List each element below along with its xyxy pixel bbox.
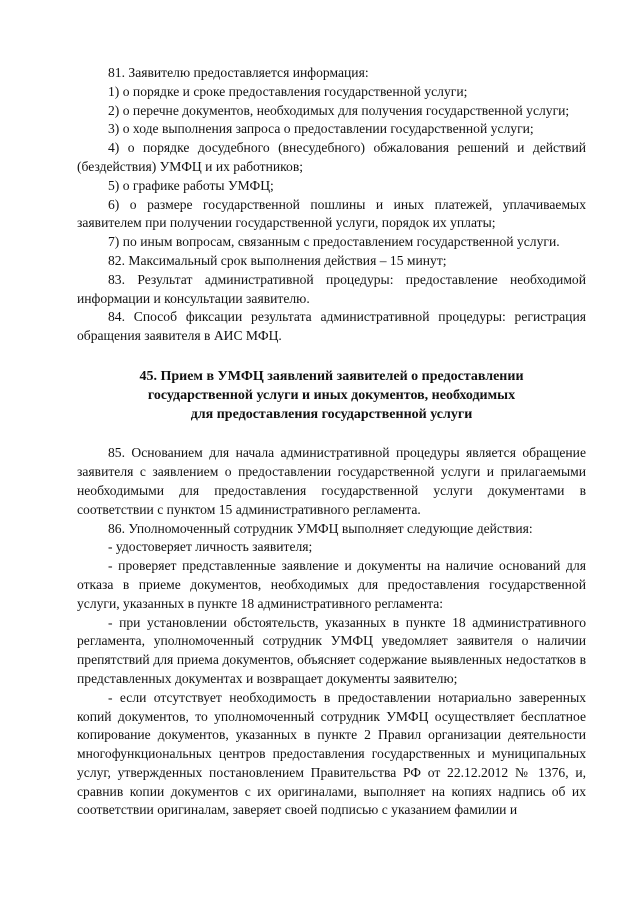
bottom-paragraphs bbox=[77, 444, 586, 820]
paragraph-81-item-7: 7) по иным вопросам, связанным с предоставлением государственной услуги. bbox=[108, 234, 560, 250]
paragraph-84: 84. Способ фиксации результата административной процедуры: регистрация обращения заявителя в АИС МФЦ. bbox=[77, 309, 586, 344]
paragraph-83: 83. Результат административной процедуры: предоставление необходимой информации и консультации заявителю. bbox=[77, 271, 586, 306]
section-heading-line-3: для предоставления государственной услуги bbox=[190, 406, 473, 422]
paragraph-85: 85. Основанием для начала административной процедуры является обращение заявителя с заявлением о предоставлении государственной услуги и прилагаемыми необходимыми для предоставления государственной услуги документами в соответствии с пунктом 15 административного регламента. bbox=[77, 445, 586, 517]
section-heading-line-2: государственной услуги и иных документов, необходимых bbox=[147, 387, 516, 403]
section-heading bbox=[77, 368, 586, 424]
paragraph-86-item-refusal: - при установлении обстоятельств, указанных в пункте 18 административного регламента, уполномоченный сотрудник УМФЦ уведомляет заявителя о наличии препятствий для приема документов, объясняет содержание выявленных недостатков в представленных документах и возвращает документы заявителю; bbox=[77, 614, 586, 686]
paragraph-86-item-copying: - если отсутствует необходимость в предоставлении нотариально заверенных копий документов, то уполномоченный сотрудник УМФЦ осуществляет бесплатное копирование документов, указанных в пункте 2 Правил организации деятельности многофункциональных центров предоставления государственных и муниципальных услуг, утвержденных постановлением Правительства РФ от 22.12.2012 № 1376, и, сравнив копии документов с их оригиналами, выполняет на копиях надпись об их соответствии оригиналам, заверяет своей подписью с указанием фамилии и bbox=[77, 689, 586, 818]
paragraph-81: 81. Заявителю предоставляется информация: bbox=[108, 65, 369, 80]
paragraph-81-item-6: 6) о размере государственной пошлины и иных платежей, уплачиваемых заявителем при получении государственной услуги, порядок их уплаты; bbox=[77, 196, 586, 231]
section-heading-line-1: 45. Прием в УМФЦ заявлений заявителей о предоставлении bbox=[139, 368, 524, 384]
paragraph-81-item-4: 4) о порядке досудебного (внесудебного) обжалования решений и действий (бездействия) УМФЦ и их работников; bbox=[77, 140, 586, 174]
paragraph-81-item-5: 5) о графике работы УМФЦ; bbox=[108, 177, 274, 193]
paragraph-82: 82. Максимальный срок выполнения действия – 15 минут; bbox=[108, 252, 447, 268]
paragraph-86-item-identity: - удостоверяет личность заявителя; bbox=[108, 539, 313, 555]
paragraph-81-item-2: 2) о перечне документов, необходимых для получения государственной услуги; bbox=[108, 102, 570, 118]
top-paragraphs bbox=[77, 64, 586, 346]
paragraph-81-item-1: 1) о порядке и сроке предоставления государственной услуги; bbox=[108, 83, 468, 99]
paragraph-81-item-3: 3) о ходе выполнения запроса о предоставлении государственной услуги; bbox=[108, 121, 534, 137]
paragraph-86-item-check: - проверяет представленные заявление и документы на наличие оснований для отказа в приеме документов, необходимых для предоставления государственной услуги, указанных в пункте 18 административного регламента: bbox=[77, 558, 586, 611]
paragraph-86: 86. Уполномоченный сотрудник УМФЦ выполняет следующие действия: bbox=[108, 520, 533, 536]
